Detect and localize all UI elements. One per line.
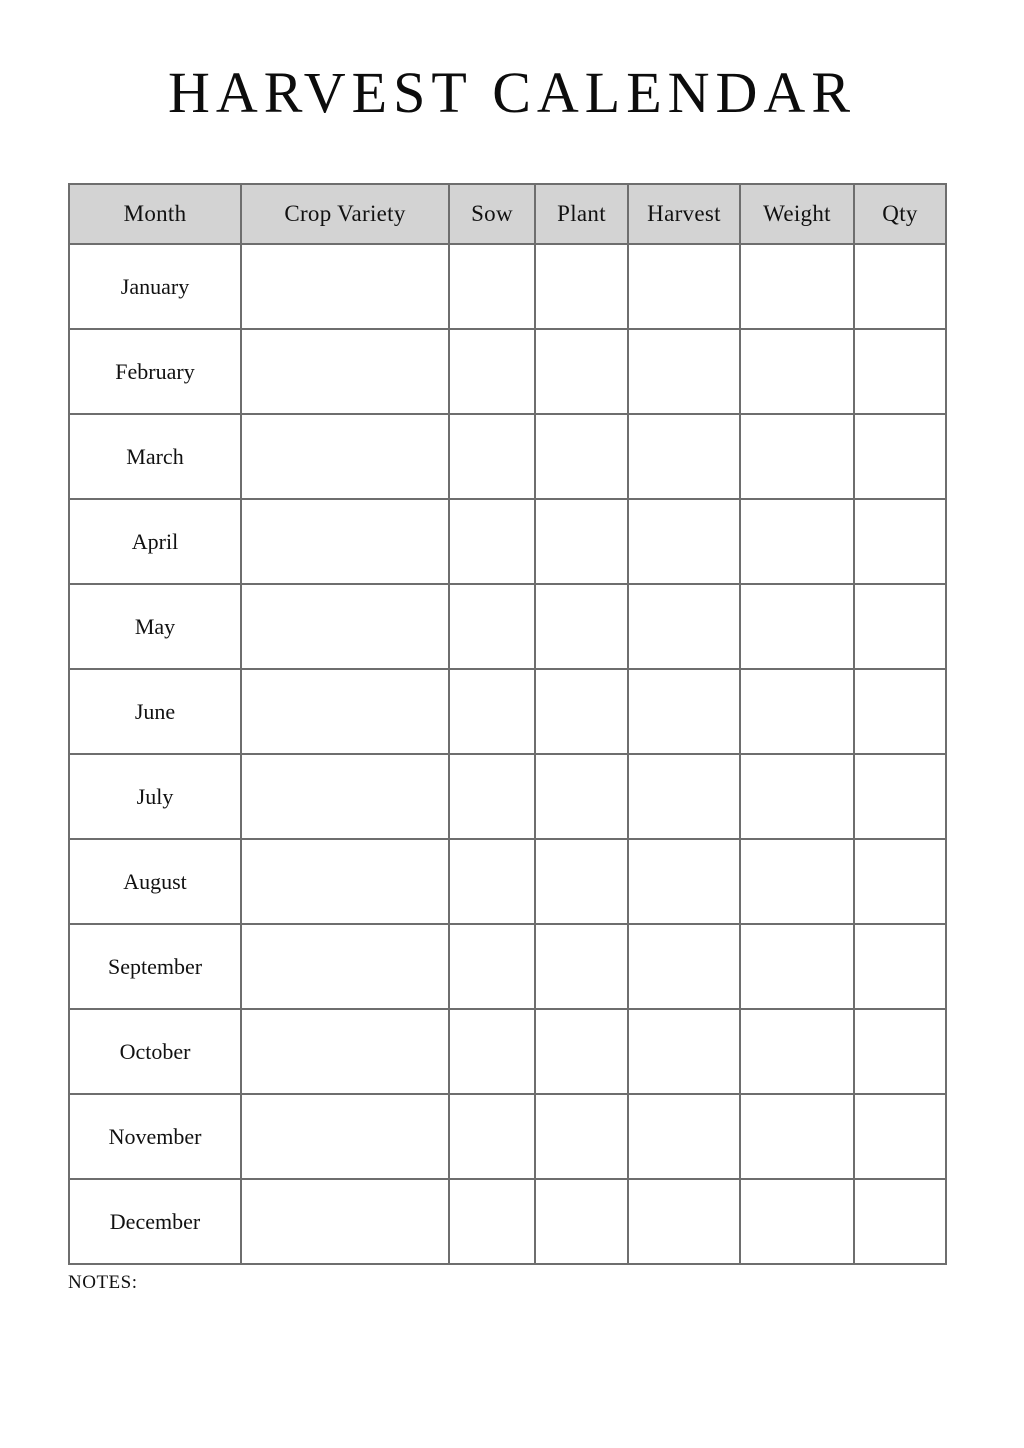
column-header-harvest: Harvest xyxy=(628,184,740,244)
table-body xyxy=(69,244,946,1264)
table-row xyxy=(69,1179,946,1264)
cell-qty[interactable] xyxy=(854,584,946,669)
cell-crop[interactable] xyxy=(241,499,449,584)
cell-sow[interactable] xyxy=(449,499,535,584)
column-header-crop-variety: Crop Variety xyxy=(241,184,449,244)
column-header-plant: Plant xyxy=(535,184,628,244)
cell-qty[interactable] xyxy=(854,244,946,329)
month-label: June xyxy=(69,669,241,754)
cell-crop[interactable] xyxy=(241,924,449,1009)
cell-plant[interactable] xyxy=(535,1094,628,1179)
table-row xyxy=(69,924,946,1009)
table-row xyxy=(69,839,946,924)
cell-crop[interactable] xyxy=(241,584,449,669)
cell-weight[interactable] xyxy=(740,754,854,839)
table-header-row xyxy=(69,184,946,244)
cell-harvest[interactable] xyxy=(628,1094,740,1179)
cell-crop[interactable] xyxy=(241,244,449,329)
cell-crop[interactable] xyxy=(241,839,449,924)
month-label: August xyxy=(69,839,241,924)
cell-weight[interactable] xyxy=(740,1094,854,1179)
month-label: February xyxy=(69,329,241,414)
cell-crop[interactable] xyxy=(241,1009,449,1094)
cell-crop[interactable] xyxy=(241,754,449,839)
cell-sow[interactable] xyxy=(449,839,535,924)
cell-weight[interactable] xyxy=(740,414,854,499)
month-label: April xyxy=(69,499,241,584)
cell-plant[interactable] xyxy=(535,244,628,329)
month-label: January xyxy=(69,244,241,329)
cell-crop[interactable] xyxy=(241,329,449,414)
column-header-qty: Qty xyxy=(854,184,946,244)
cell-sow[interactable] xyxy=(449,329,535,414)
cell-sow[interactable] xyxy=(449,754,535,839)
table-row xyxy=(69,669,946,754)
cell-harvest[interactable] xyxy=(628,584,740,669)
cell-sow[interactable] xyxy=(449,1179,535,1264)
cell-weight[interactable] xyxy=(740,669,854,754)
cell-plant[interactable] xyxy=(535,499,628,584)
notes-label: NOTES: xyxy=(68,1272,138,1293)
cell-weight[interactable] xyxy=(740,499,854,584)
table-row xyxy=(69,329,946,414)
cell-qty[interactable] xyxy=(854,669,946,754)
cell-plant[interactable] xyxy=(535,754,628,839)
table-row xyxy=(69,499,946,584)
month-label: December xyxy=(69,1179,241,1264)
cell-weight[interactable] xyxy=(740,839,854,924)
cell-harvest[interactable] xyxy=(628,754,740,839)
cell-plant[interactable] xyxy=(535,1009,628,1094)
cell-qty[interactable] xyxy=(854,1179,946,1264)
cell-crop[interactable] xyxy=(241,1179,449,1264)
table-row xyxy=(69,754,946,839)
cell-qty[interactable] xyxy=(854,414,946,499)
cell-harvest[interactable] xyxy=(628,839,740,924)
cell-qty[interactable] xyxy=(854,1094,946,1179)
cell-sow[interactable] xyxy=(449,414,535,499)
month-label: September xyxy=(69,924,241,1009)
cell-qty[interactable] xyxy=(854,754,946,839)
table-row xyxy=(69,584,946,669)
cell-harvest[interactable] xyxy=(628,1179,740,1264)
cell-harvest[interactable] xyxy=(628,669,740,754)
cell-crop[interactable] xyxy=(241,414,449,499)
table-row xyxy=(69,1094,946,1179)
cell-weight[interactable] xyxy=(740,329,854,414)
month-label: October xyxy=(69,1009,241,1094)
month-label: May xyxy=(69,584,241,669)
cell-qty[interactable] xyxy=(854,499,946,584)
cell-weight[interactable] xyxy=(740,584,854,669)
column-header-month: Month xyxy=(69,184,241,244)
cell-harvest[interactable] xyxy=(628,244,740,329)
cell-harvest[interactable] xyxy=(628,414,740,499)
cell-harvest[interactable] xyxy=(628,329,740,414)
cell-plant[interactable] xyxy=(535,1179,628,1264)
month-label: July xyxy=(69,754,241,839)
cell-qty[interactable] xyxy=(854,329,946,414)
table-header xyxy=(69,184,946,244)
cell-sow[interactable] xyxy=(449,244,535,329)
harvest-table xyxy=(68,183,947,1265)
notes-writing-area[interactable] xyxy=(68,1300,945,1420)
cell-sow[interactable] xyxy=(449,584,535,669)
table-row xyxy=(69,414,946,499)
cell-sow[interactable] xyxy=(449,1094,535,1179)
cell-plant[interactable] xyxy=(535,414,628,499)
cell-weight[interactable] xyxy=(740,1179,854,1264)
column-header-sow: Sow xyxy=(449,184,535,244)
page-title: HARVEST CALENDAR xyxy=(167,60,857,125)
table-row xyxy=(69,244,946,329)
table-row xyxy=(69,1009,946,1094)
cell-weight[interactable] xyxy=(740,924,854,1009)
cell-crop[interactable] xyxy=(241,1094,449,1179)
cell-plant[interactable] xyxy=(535,329,628,414)
harvest-table-container xyxy=(68,183,945,1265)
cell-qty[interactable] xyxy=(854,1009,946,1094)
month-label: March xyxy=(69,414,241,499)
cell-harvest[interactable] xyxy=(628,499,740,584)
month-label: November xyxy=(69,1094,241,1179)
cell-sow[interactable] xyxy=(449,924,535,1009)
cell-harvest[interactable] xyxy=(628,924,740,1009)
column-header-weight: Weight xyxy=(740,184,854,244)
cell-weight[interactable] xyxy=(740,1009,854,1094)
cell-plant[interactable] xyxy=(535,839,628,924)
cell-weight[interactable] xyxy=(740,244,854,329)
cell-sow[interactable] xyxy=(449,669,535,754)
cell-plant[interactable] xyxy=(535,924,628,1009)
cell-plant[interactable] xyxy=(535,584,628,669)
cell-plant[interactable] xyxy=(535,669,628,754)
cell-qty[interactable] xyxy=(854,924,946,1009)
cell-harvest[interactable] xyxy=(628,1009,740,1094)
cell-crop[interactable] xyxy=(241,669,449,754)
cell-qty[interactable] xyxy=(854,839,946,924)
cell-sow[interactable] xyxy=(449,1009,535,1094)
